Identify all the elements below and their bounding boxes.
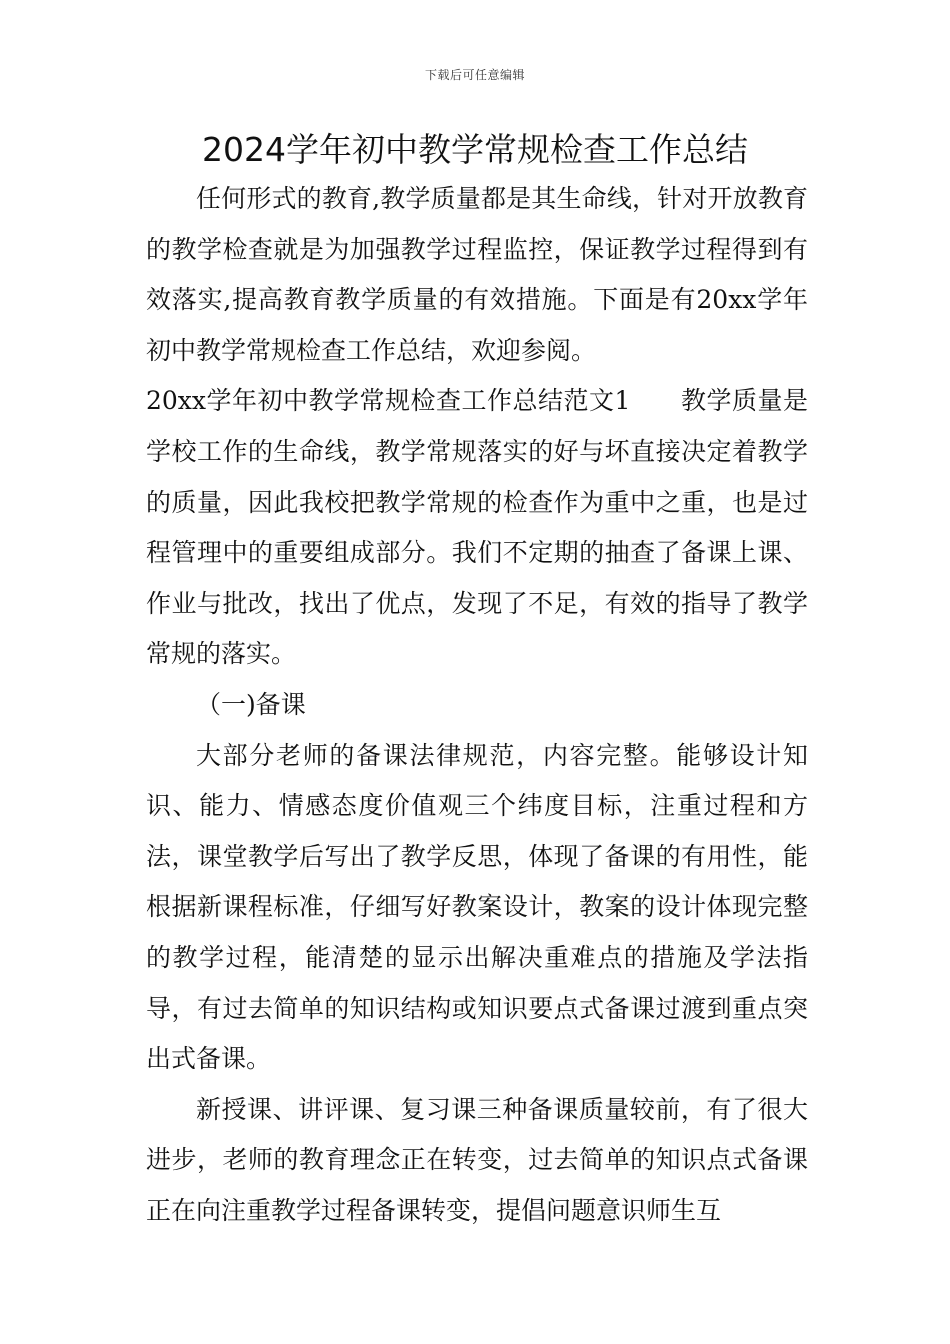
document-title: 2024学年初中教学常规检查工作总结 [202, 130, 748, 169]
subheading-lesson-prep: （一)备课 [196, 689, 306, 719]
lesson-prep-paragraph: 大部分老师的备课法律规范，内容完整。能够设计知识、能力、情感态度价值观三个纬度目标，注重过程和方法，课堂教学后写出了教学反思，体现了备课的有用性，能根据新课程标准，仔细写好教案设计，教案的设计体现完整的教学过程，能清楚的显示出解决重难点的措施及学法指导，有过去简单的知识结构或知识要点式备课过渡到重点突出式备课。 [146, 740, 808, 1074]
section-heading: 20xx学年初中教学常规检查工作总结范文1 [146, 386, 631, 416]
intro-paragraph: 任何形式的教育,教学质量都是其生命线，针对开放教育的教学检查就是为加强教学过程监控，保证教学过程得到有效落实,提高教育教学质量的有效措施。下面是有20xx学年初中教学常规检查工作总结，欢迎参阅。 [146, 184, 808, 365]
page-header-note: 下载后可任意编辑 [424, 68, 525, 82]
section-paragraph [146, 376, 808, 680]
document-body [146, 174, 808, 1236]
lesson-types-paragraph: 新授课、讲评课、复习课三种备课质量较前，有了很大进步，老师的教育理念正在转变，过去简单的知识点式备课正在向注重教学过程备课转变，提倡问题意识师生互 [146, 1094, 808, 1225]
section-text: 教学质量是学校工作的生命线，教学常规落实的好与坏直接决定着教学的质量，因此我校把教学常规的检查作为重中之重，也是过程管理中的重要组成部分。我们不定期的抽查了备课上课、作业与批改，找出了优点，发现了不足，有效的指导了教学常规的落实。 [146, 386, 808, 669]
